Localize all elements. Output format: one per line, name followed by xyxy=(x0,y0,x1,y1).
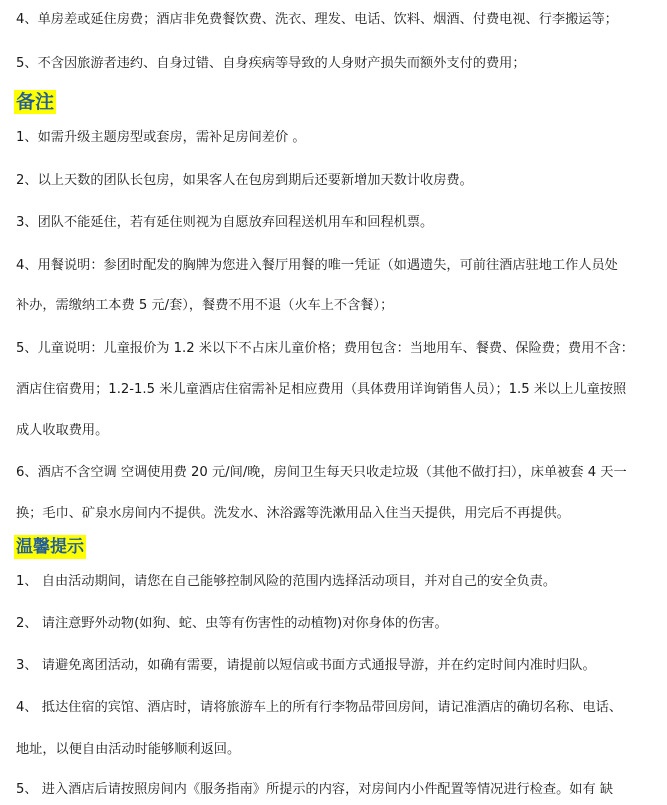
tip-item-5-line-1: 5、 进入酒店后请按照房间内《服务指南》所提示的内容，对房间内小件配置等情况进行检查。如有 缺 xyxy=(16,782,614,797)
remark-item-4-line-1: 4、用餐说明：参团时配发的胸牌为您进入餐厅用餐的唯一凭证（如遇遗失，可前往酒店驻地工作人员处 xyxy=(16,258,618,273)
remark-item-1: 1、如需升级主题房型或套房，需补足房间差价 。 xyxy=(16,130,306,145)
fee-exclusion-item-5: 5、不含因旅游者违约、自身过错、自身疾病等导致的人身财产损失而额外支付的费用； xyxy=(16,56,526,71)
remarks-heading: 备注 xyxy=(16,91,55,113)
remark-item-6-line-1: 6、酒店不含空调 空调使用费 20 元/间/晚，房间卫生每天只收走垃圾（其他不做打扫），床单被套 4 天一 xyxy=(16,465,627,480)
tips-heading: 温馨提示 xyxy=(16,537,84,557)
tip-item-1: 1、 自由活动期间，请您在自己能够控制风险的范围内选择活动项目，并对自己的安全负责。 xyxy=(16,574,557,589)
remark-item-6-line-2: 换；毛巾、矿泉水房间内不提供。洗发水、沐浴露等洗漱用品入住当天提供，用完后不再提供。 xyxy=(16,506,570,521)
tip-item-4-line-1: 4、 抵达住宿的宾馆、酒店时，请将旅游车上的所有行李物品带回房间，请记准酒店的确切名称、电话、 xyxy=(16,700,623,715)
remark-item-3: 3、团队不能延住，若有延住则视为自愿放弃回程送机用车和回程机票。 xyxy=(16,215,434,230)
remark-item-5-line-2: 酒店住宿费用；1.2-1.5 米儿童酒店住宿需补足相应费用（具体费用详询销售人员）；1.5 米以上儿童按照 xyxy=(16,382,627,397)
fee-exclusion-item-4: 4、单房差或延住房费；酒店非免费餐饮费、洗衣、理发、电话、饮料、烟酒、付费电视、行李搬运等； xyxy=(16,12,618,27)
remark-item-5-line-3: 成人收取费用。 xyxy=(16,423,109,438)
tip-item-2: 2、 请注意野外动物(如狗、蛇、虫等有伤害性的动植物)对你身体的伤害。 xyxy=(16,616,448,631)
remark-item-4-line-2: 补办，需缴纳工本费 5 元/套），餐费不用不退（火车上不含餐）； xyxy=(16,298,394,313)
tip-item-4-line-2: 地址，以便自由活动时能够顺利返回。 xyxy=(16,742,241,757)
tip-item-3: 3、 请避免离团活动，如确有需要，请提前以短信或书面方式通报导游，并在约定时间内准时归队。 xyxy=(16,658,596,673)
remark-item-5-line-1: 5、儿童说明：儿童报价为 1.2 米以下不占床儿童价格；费用包含：当地用车、餐费、保险费；费用不含： xyxy=(16,341,634,356)
remark-item-2: 2、以上天数的团队长包房，如果客人在包房到期后还要新增加天数计收房费。 xyxy=(16,173,473,188)
